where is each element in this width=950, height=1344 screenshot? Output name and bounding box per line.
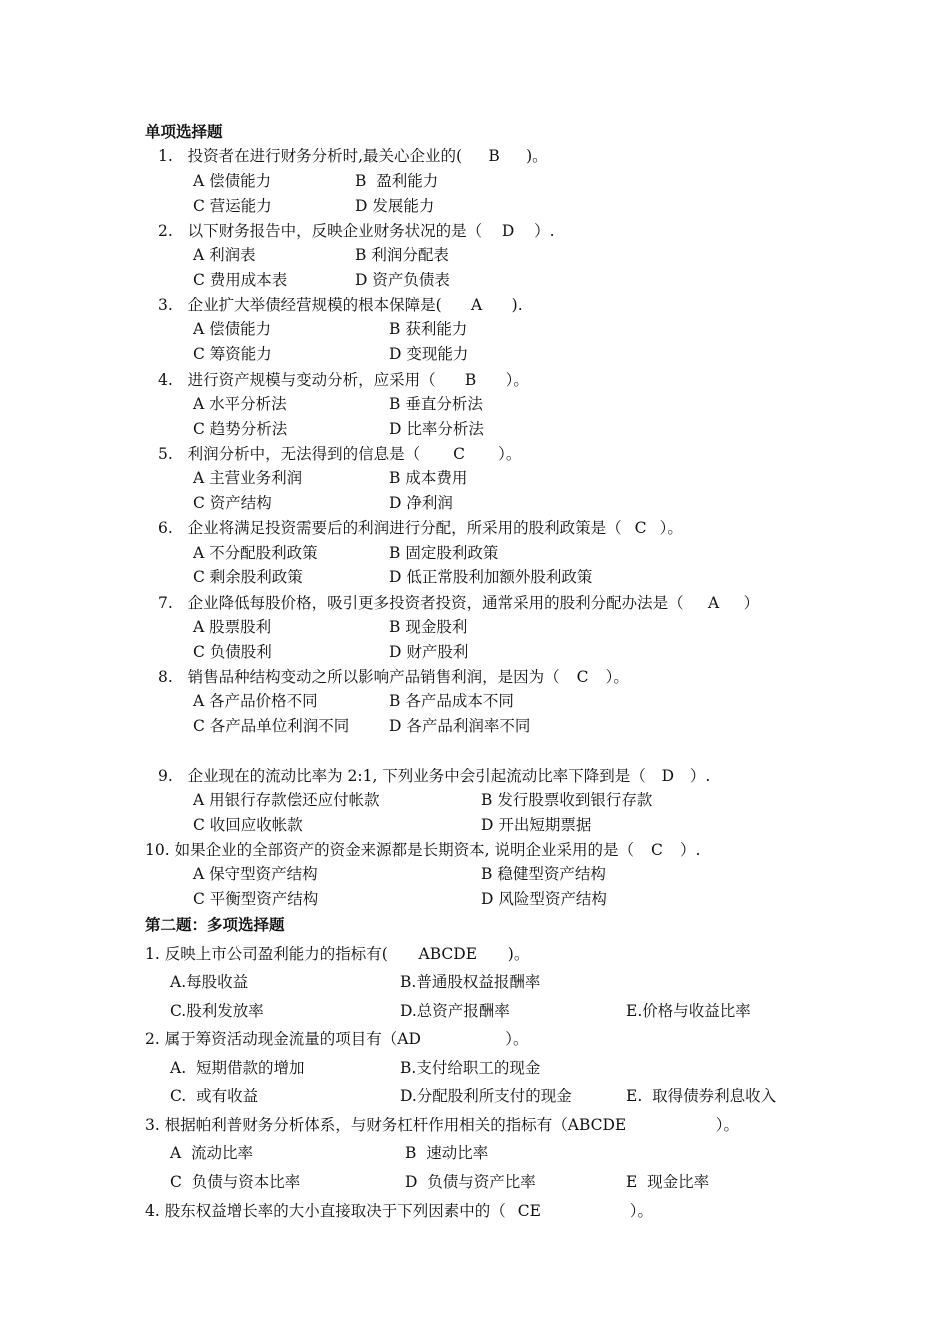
question-line [145,1201,653,1221]
option: D 变现能力 [389,345,469,363]
question-stem: 以下财务报告中，反映企业财务状况的是（ [187,222,483,240]
answer: B [488,147,500,165]
question-close: ）。 [505,1030,529,1048]
option: A 水平分析法 [193,395,287,413]
answer: A [707,594,720,612]
question-number: 7. [158,594,173,612]
option: A 偿债能力 [193,172,272,190]
question-close: ）. [534,222,555,240]
question-number: 4. [145,1202,160,1220]
option: D 各产品利润率不同 [389,717,531,735]
option: D 财产股利 [389,643,469,661]
question-line [158,518,683,538]
question-line [145,1115,739,1135]
question-close: ）. [679,841,701,859]
section1-title: 单项选择题 [145,122,223,141]
option: B 固定股利政策 [389,544,499,562]
question-line [158,295,523,315]
option: D 负债与资产比率 [405,1173,536,1191]
answer: CE [517,1202,541,1220]
question-number: 9. [158,767,173,785]
option: C 筹资能力 [193,345,272,363]
option: B 速动比率 [405,1144,489,1162]
question-line [158,444,521,464]
question-stem: 投资者在进行财务分析时,最关心企业的( [187,147,463,165]
option: C.股利发放率 [170,1002,264,1020]
answer: D [501,222,515,240]
question-close: )。 [507,945,530,963]
section2-title: 第二题：多项选择题 [145,915,285,934]
option: B 发行股票收到银行存款 [481,791,653,809]
option: C 负债与资本比率 [170,1173,301,1191]
question-number: 5. [158,445,173,463]
option: D 低正常股利加额外股利政策 [389,568,593,586]
question-line [145,944,529,964]
option: B 获利能力 [389,320,468,338]
question-close: ）。 [629,1202,654,1220]
answer: ABCDE [418,945,478,963]
question-close: ）. [689,767,711,785]
question-close: ）。 [505,371,529,389]
option: D 风险型资产结构 [481,890,607,908]
option: E.价格与收益比率 [626,1002,751,1020]
question-stem: 企业将满足投资需要后的利润进行分配，所采用的股利政策是（ [187,519,622,537]
option: C 负债股利 [193,643,272,661]
option: A 各产品价格不同 [193,692,318,710]
option: C 趋势分析法 [193,420,288,438]
option: A 用银行存款偿还应付帐款 [193,791,380,809]
answer: A [471,296,483,314]
question-stem: 根据帕利普财务分析体系，与财务杠杆作用相关的指标有（ [164,1116,568,1134]
option: B 稳健型资产结构 [481,865,606,883]
question-line [158,221,555,241]
question-close: ）。 [605,668,629,686]
option: C 营运能力 [193,197,272,215]
option: B 垂直分析法 [389,395,483,413]
option: D 资产负债表 [355,271,450,289]
option: E. 取得债券利息收入 [626,1087,777,1105]
question-stem: 反映上市公司盈利能力的指标有( [164,945,388,963]
question-line [145,840,700,860]
question-close: ). [511,296,523,314]
answer: C [634,519,647,537]
question-number: 1. [145,945,160,963]
option: D 净利润 [389,494,453,512]
option: C 收回应收帐款 [193,816,303,834]
question-stem: 企业降低每股价格，吸引更多投资者投资，通常采用的股利分配办法是（ [187,594,684,612]
question-close: ）。 [659,519,683,537]
question-number: 3. [145,1116,160,1134]
option: C 资产结构 [193,494,272,512]
option: C 剩余股利政策 [193,568,303,586]
option: A 利润表 [193,246,256,264]
question-number: 4. [158,371,173,389]
option: E 现金比率 [626,1173,710,1191]
answer: ABCDE [567,1116,627,1134]
option: B.普通股权益报酬率 [400,973,541,991]
question-stem: 企业现在的流动比率为 2:1, 下列业务中会引起流动比率下降到是（ [187,767,646,785]
question-stem: 属于筹资活动现金流量的项目有（ [164,1030,398,1048]
option: D.总资产报酬率 [400,1002,510,1020]
option: B 各产品成本不同 [389,692,514,710]
question-number: 6. [158,519,173,537]
option: A 流动比率 [170,1144,254,1162]
option: B 现金股利 [389,618,468,636]
answer: AD [397,1030,421,1048]
answer: B [464,371,477,389]
question-line [145,1029,529,1049]
option: C 费用成本表 [193,271,288,289]
option: A 股票股利 [193,618,272,636]
answer: C [453,445,466,463]
option: A.每股收益 [170,973,249,991]
option: D 发展能力 [355,197,435,215]
question-number: 2. [158,222,173,240]
question-close: ）。 [715,1116,740,1134]
question-stem: 进行资产规模与变动分析，应采用（ [187,371,436,389]
question-line [158,766,710,786]
question-line [158,667,629,687]
answer: C [651,841,663,859]
question-line [158,146,548,166]
option: A. 短期借款的增加 [170,1059,305,1077]
question-stem: 企业扩大举债经营规模的根本保障是( [187,296,442,314]
question-close: )。 [526,147,548,165]
option: A 保守型资产结构 [193,865,318,883]
option: C. 或有收益 [170,1087,259,1105]
question-close: ） [743,594,760,612]
option: A 不分配股利政策 [193,544,318,562]
question-number: 10. [145,841,170,859]
question-number: 3. [158,296,173,314]
question-stem: 股东权益增长率的大小直接取决于下列因素中的（ [164,1202,506,1220]
question-stem: 如果企业的全部资产的资金来源都是长期资本, 说明企业采用的是（ [174,841,634,859]
question-number: 1. [158,147,173,165]
option: B 盈利能力 [355,172,439,190]
option: C 各产品单位利润不同 [193,717,350,735]
option: A 偿债能力 [193,320,272,338]
option: C 平衡型资产结构 [193,890,319,908]
option: D 开出短期票据 [481,816,592,834]
option: D.分配股利所支付的现金 [400,1087,572,1105]
question-line [158,593,759,613]
option: D 比率分析法 [389,420,484,438]
question-close: ）。 [498,445,522,463]
option: A 主营业务利润 [193,469,303,487]
question-number: 2. [145,1030,160,1048]
answer: D [661,767,675,785]
question-stem: 销售品种结构变动之所以影响产品销售利润，是因为（ [187,668,560,686]
option: B 成本费用 [389,469,468,487]
question-line [158,370,529,390]
question-number: 8. [158,668,173,686]
question-stem: 利润分析中，无法得到的信息是（ [187,445,421,463]
option: B 利润分配表 [355,246,449,264]
option: B.支付给职工的现金 [400,1059,541,1077]
answer: C [576,668,589,686]
